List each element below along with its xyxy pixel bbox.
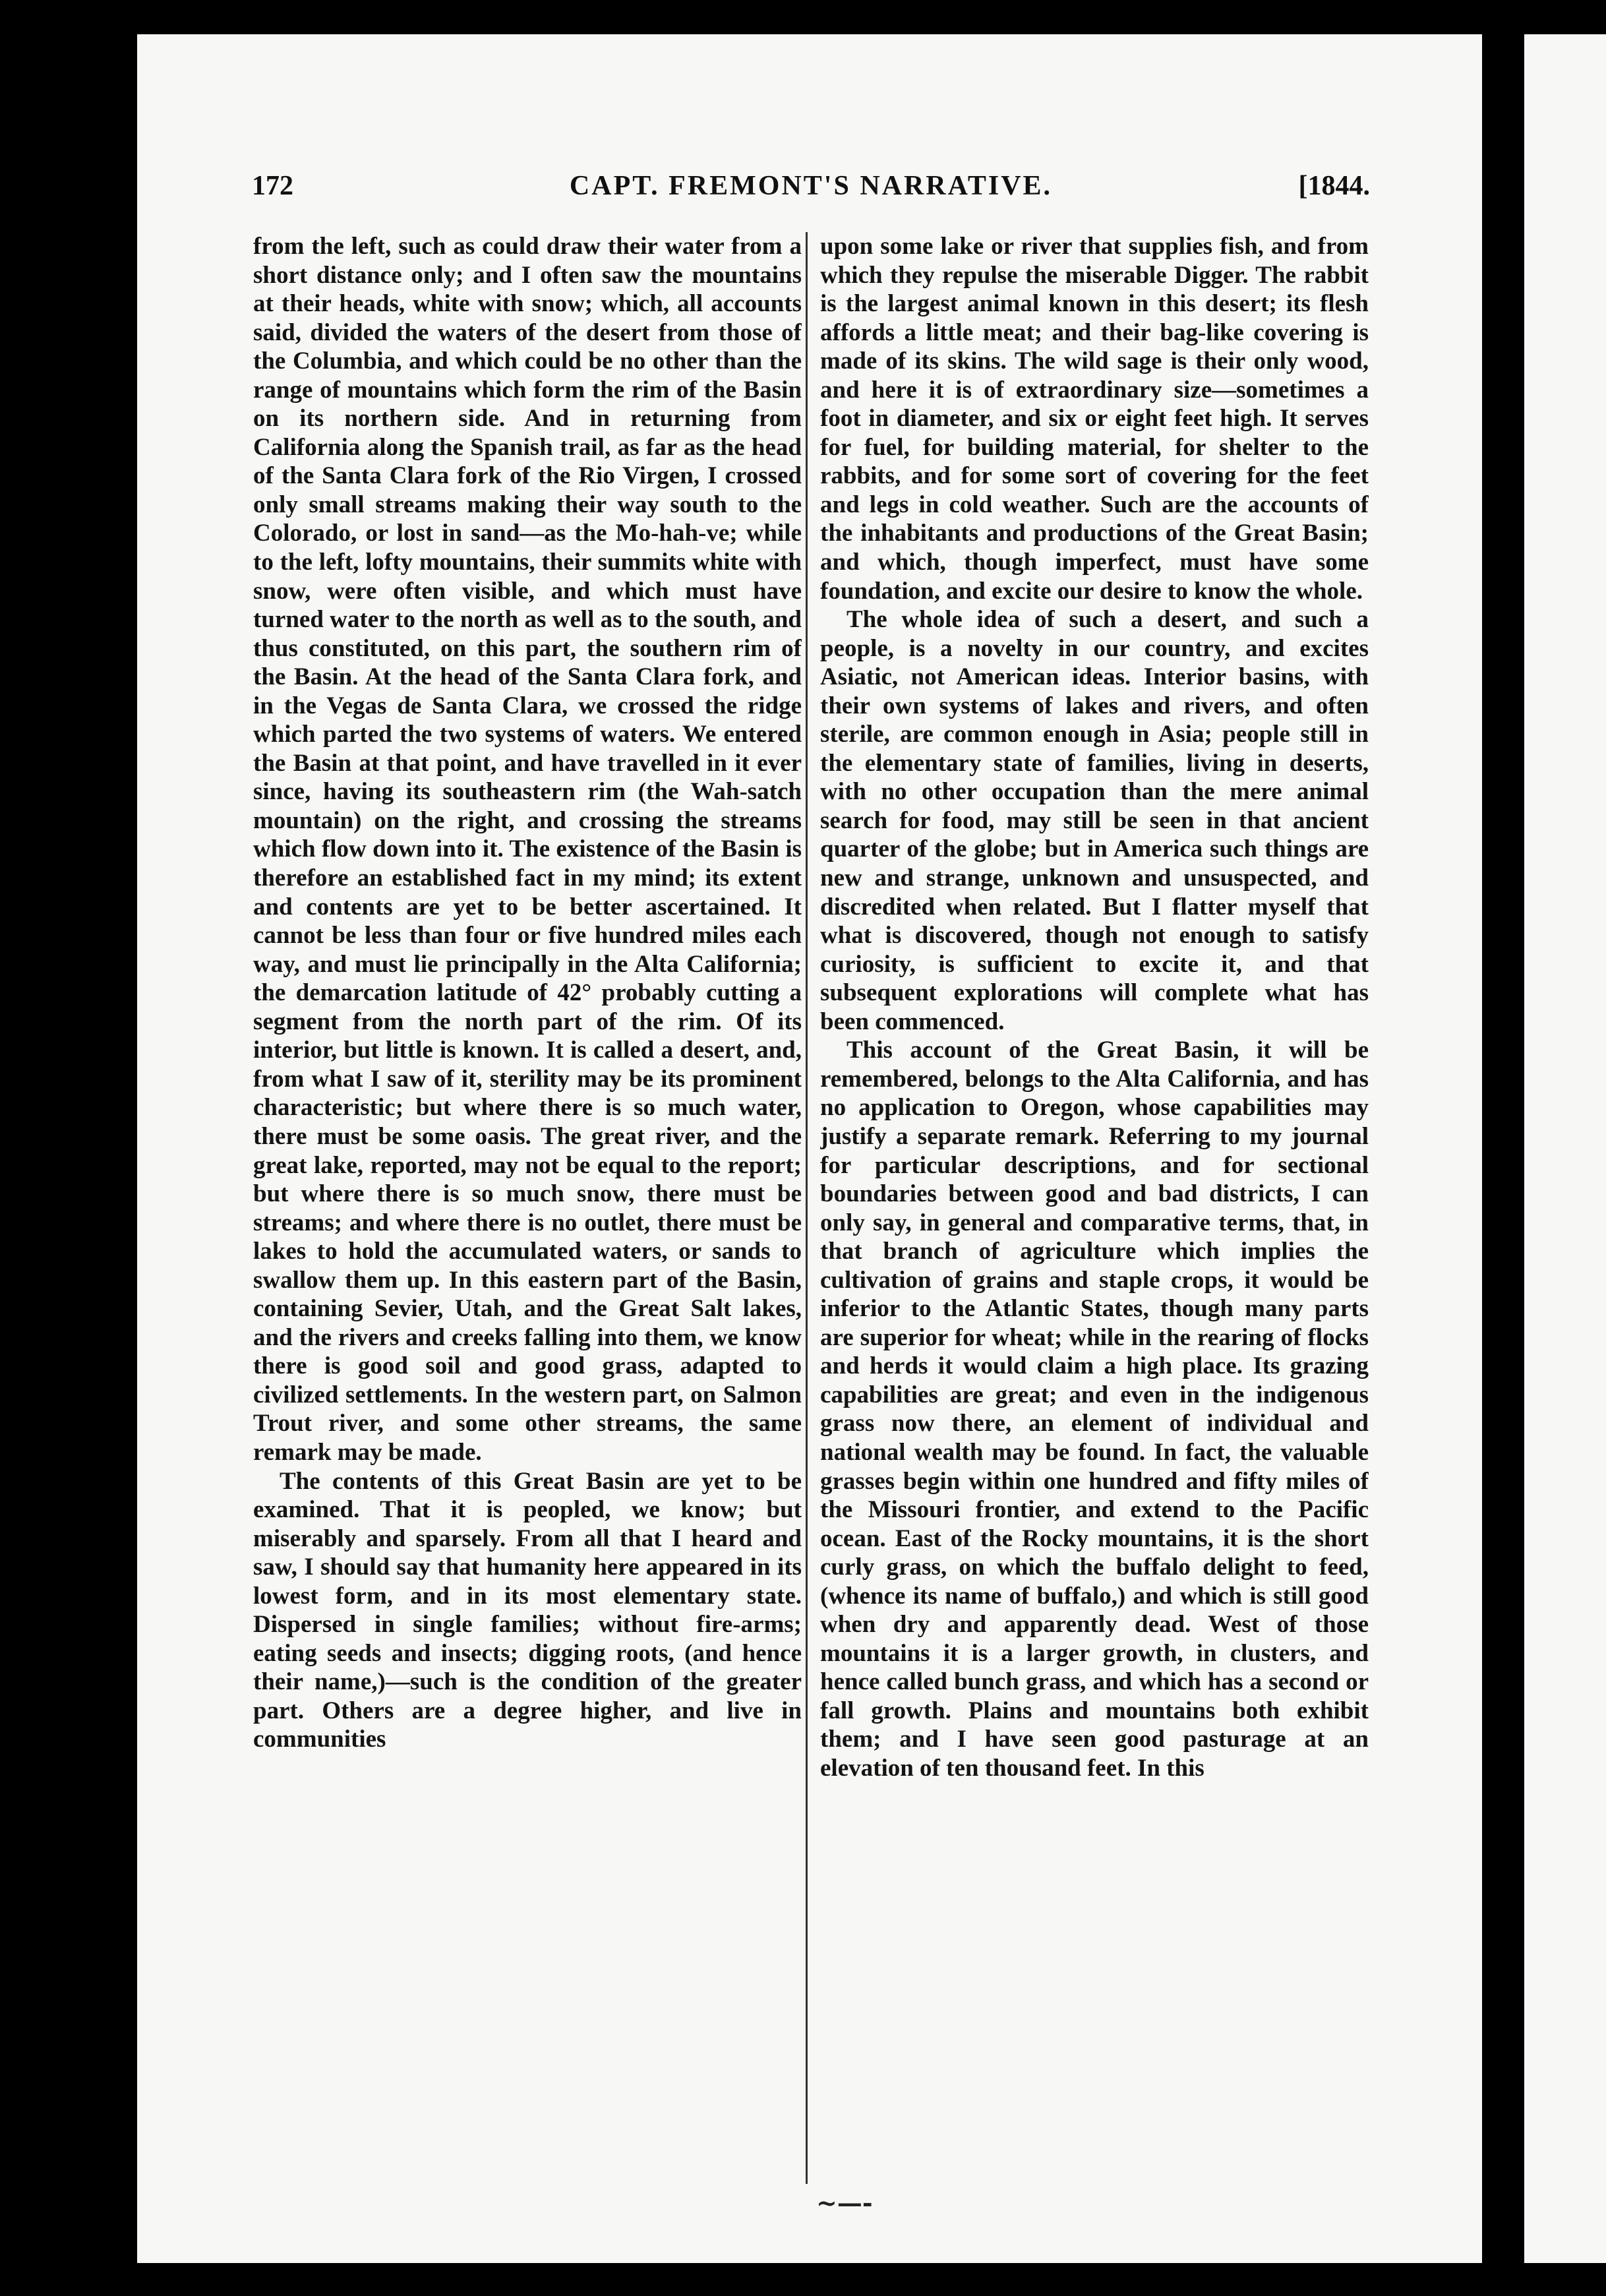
- page-header: [252, 170, 1370, 216]
- paragraph: from the left, such as could draw their water from a short distance only; and I often saw the mountains at their heads, white with snow; which, all accounts said, divided the waters of the desert from those of the Columbia, and which could be no other than the range of mountains which form the rim of the Basin on its northern side. And in returning from California along the Spanish trail, as far as the head of the Santa Clara fork of the Rio Virgen, I crossed only small streams making their way south to the Colorado, or lost in sand—as the Mo-hah-ve; while to the left, lofty mountains, their summits white with snow, were often visible, and which must have turned water to the north as well as to the south, and thus constituted, on this part, the southern rim of the Basin. At the head of the Santa Clara fork, and in the Vegas de Santa Clara, we crossed the ridge which parted the two systems of waters. We entered the Basin at that point, and have travelled in it ever since, having its southeastern rim (the Wah-satch mountain) on the right, and crossing the streams which flow down into it. The existence of the Basin is therefore an established fact in my mind; its extent and contents are yet to be better ascertained. It cannot be less than four or five hundred miles each way, and must lie principally in the Alta California; the demarcation latitude of 42° probably cutting a segment from the north part of the rim. Of its interior, but little is known. It is called a desert, and, from what I saw of it, sterility may be its prominent characteristic; but where there is so much water, there must be some oasis. The great river, and the great lake, reported, may not be equal to the report; but where there is so much snow, there must be streams; and where there is no outlet, there must be lakes to hold the accumulated waters, or sands to swallow them up. In this eastern part of the Basin, containing Sevier, Utah, and the Great Salt lakes, and the rivers and creeks falling into them, we know there is good soil and good grass, adapted to civilized settlements. In the western part, on Salmon Trout river, and some other streams, the same remark may be made.: [253, 233, 802, 1466]
- right-column: [820, 232, 1369, 2204]
- paragraph: The whole idea of such a desert, and such a people, is a novelty in our country, and excites Asiatic, not American ideas. Interior basins, with their own systems of lakes and rivers, and often sterile, are common enough in Asia; people still in the elementary state of families, living in deserts, with no other occupation than the mere animal search for food, may still be seen in that ancient quarter of the globe; but in America such things are new and strange, unknown and unsuspected, and discredited when related. But I flatter myself that what is discovered, though not enough to satisfy curiosity, is sufficient to excite it, and that subsequent explorations will complete what has been commenced.: [820, 606, 1369, 1035]
- header-date: [1844.: [1298, 171, 1370, 201]
- paragraph: The contents of this Great Basin are yet to be examined. That it is peopled, we know; but miserably and sparsely. From all that I heard and saw, I should say that humanity here appeared in its lowest form, and in its most elementary state. Dispersed in single families; without fire-arms; eating seeds and insects; digging roots, (and hence their name,)—such is the condition of the greater part. Others are a degree higher, and live in communities: [253, 1467, 802, 1753]
- paragraph: upon some lake or river that supplies fish, and from which they repulse the miserable Digger. The rabbit is the largest animal known in this desert; its flesh affords a little meat; and their bag-like covering is made of its skins. The wild sage is their only wood, and here it is of extraordinary size—sometimes a foot in diameter, and six or eight feet high. It serves for fuel, for building material, for shelter to the rabbits, and for some sort of covering for the feet and legs in cold weather. Such are the accounts of the inhabitants and productions of the Great Basin; and which, though imperfect, must have some foundation, and excite our desire to know the whole.: [820, 233, 1369, 605]
- facing-page-edge: [1524, 34, 1606, 2263]
- paragraph: This account of the Great Basin, it will be remembered, belongs to the Alta California, and has no application to Oregon, whose capabilities may justify a separate remark. Referring to my journal for particular descriptions, and for sectional boundaries between good and bad districts, I can only say, in general and comparative terms, that, in that branch of agriculture which implies the cultivation of grains and staple crops, it would be inferior to the Atlantic States, though many parts are superior for wheat; while in the rearing of flocks and herds it would claim a high place. Its grazing capabilities are great; and even in the indigenous grass now there, an element of individual and national wealth may be found. In fact, the valuable grasses begin within one hundred and fifty miles of the Missouri frontier, and extend to the Pacific ocean. East of the Rocky mountains, it is the short curly grass, on which the buffalo delight to feed, (whence its name of buffalo,) and which is still good when dry and apparently dead. West of those mountains it is a larger growth, in clusters, and hence called bunch grass, and which has a second or fall growth. Plains and mountains both exhibit them; and I have seen good pasturage at an elevation of ten thousand feet. In this: [820, 1037, 1369, 1782]
- footer-mark: ~—-: [816, 2188, 873, 2218]
- left-column: [253, 232, 802, 2204]
- running-head: CAPT. FREMONT'S NARRATIVE.: [569, 171, 1053, 201]
- column-divider: [806, 232, 808, 2184]
- page-number: 172: [252, 171, 293, 201]
